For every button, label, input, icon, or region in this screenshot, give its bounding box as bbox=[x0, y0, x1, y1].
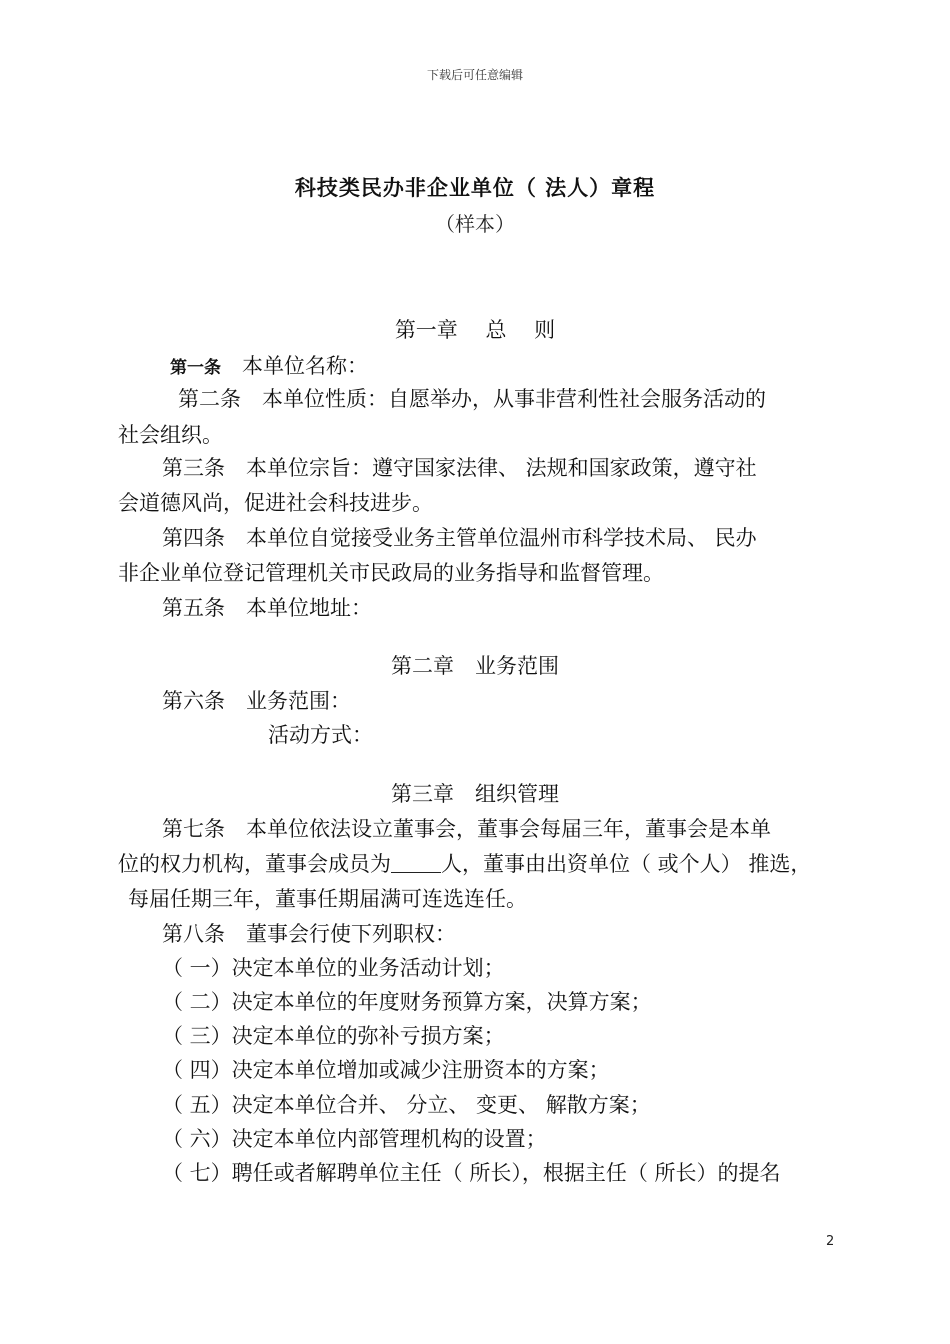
list-item: （ 七）聘任或者解聘单位主任（ 所长），根据主任（ 所长）的提名 bbox=[162, 1161, 781, 1185]
article-7-line-3: 每届任期三年，董事任期届满可连选连任。 bbox=[128, 887, 527, 911]
article-7-line-2-b: 人，董事由出资单位（ 或个人） 推选， bbox=[441, 852, 812, 876]
chapter-3-heading: 第三章 组织管理 bbox=[391, 782, 559, 806]
document-title: 科技类民办非企业单位（ 法人）章程 bbox=[294, 176, 656, 200]
list-item: （ 二）决定本单位的年度财务预算方案，决算方案； bbox=[162, 990, 652, 1014]
article-1-text: 本单位名称： bbox=[221, 354, 368, 378]
article-7-line-1: 第七条 本单位依法设立董事会，董事会每届三年，董事会是本单 bbox=[162, 817, 771, 841]
list-item: （ 三）决定本单位的弥补亏损方案； bbox=[162, 1024, 505, 1048]
list-item: （ 五）决定本单位合并、 分立、 变更、 解散方案； bbox=[162, 1093, 651, 1117]
article-1-label: 第一条 bbox=[170, 358, 221, 378]
article-8: 第八条 董事会行使下列职权： bbox=[162, 922, 456, 946]
article-7-line-2 bbox=[118, 850, 811, 878]
article-7-line-2-a: 位的权力机构，董事会成员为 bbox=[118, 852, 391, 876]
article-3-line-2: 会道德风尚，促进社会科技进步。 bbox=[118, 491, 433, 515]
document-subtitle: （样本） bbox=[435, 212, 515, 236]
list-item: （ 一）决定本单位的业务活动计划； bbox=[162, 956, 505, 980]
list-item: （ 四）决定本单位增加或减少注册资本的方案； bbox=[162, 1058, 610, 1082]
article-3-line-1: 第三条 本单位宗旨：遵守国家法律、 法规和国家政策，遵守社 bbox=[162, 456, 757, 480]
article-4-line-2: 非企业单位登记管理机关市民政局的业务指导和监督管理。 bbox=[118, 561, 664, 585]
article-1 bbox=[170, 352, 368, 382]
header-note: 下载后可任意编辑 bbox=[426, 68, 523, 82]
chapter-2-heading: 第二章 业务范围 bbox=[391, 654, 559, 678]
article-4-line-1: 第四条 本单位自觉接受业务主管单位温州市科学技术局、 民办 bbox=[162, 526, 757, 550]
article-6: 第六条 业务范围： bbox=[162, 689, 351, 713]
page-number: 2 bbox=[826, 1234, 835, 1249]
fill-in-blank bbox=[391, 852, 441, 873]
chapter-1-heading: 第一章 总 则 bbox=[394, 318, 556, 342]
article-5: 第五条 本单位地址： bbox=[162, 596, 372, 620]
article-2-line-2: 社会组织。 bbox=[118, 423, 223, 447]
activity-method: 活动方式： bbox=[268, 723, 373, 747]
list-item: （ 六）决定本单位内部管理机构的设置； bbox=[162, 1127, 547, 1151]
article-2-line-1: 第二条 本单位性质：自愿举办，从事非营利性社会服务活动的 bbox=[178, 387, 766, 411]
